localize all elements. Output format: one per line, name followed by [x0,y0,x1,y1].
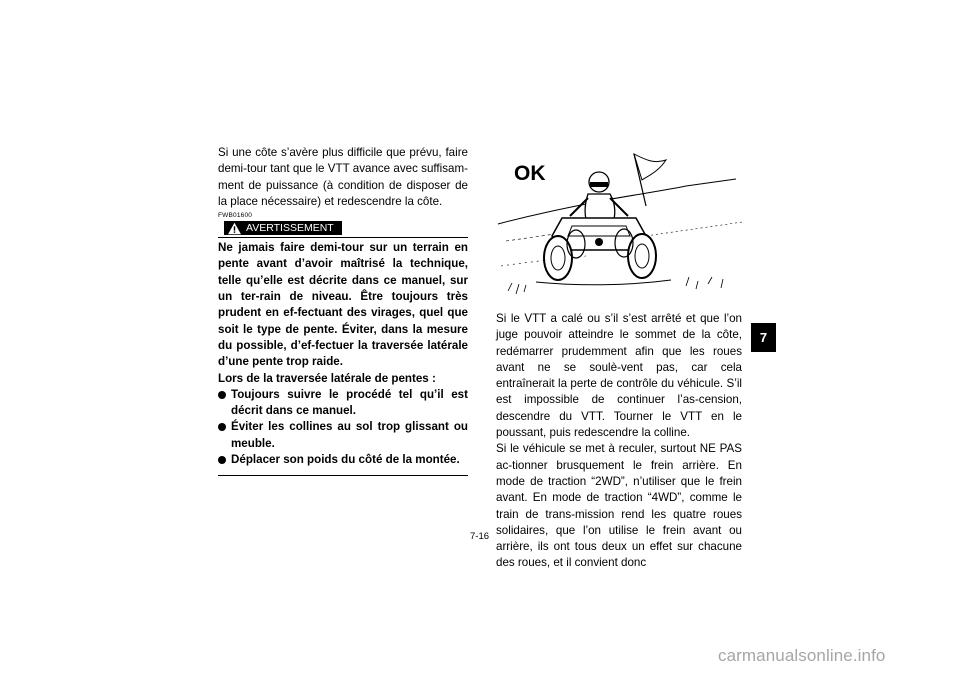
watermark: carmanualsonline.info [718,646,886,665]
list-item: Éviter les collines au sol trop glissant ou meuble. [218,419,468,452]
traverse-heading: Lors de la traversée latérale de pentes : [218,371,436,385]
atv-rider-uphill-illustration [496,146,746,306]
warning-text: Ne jamais faire demi-tour sur un terrain en pente avant d’avoir maîtrisé la technique, telle qu’elle est décrite dans ce manuel, sur un ter-rain de niveau. Être toujours très prudent en ef-fectuant des virages, quel que soit le type de pente. Éviter, dans la mesure du possible, d’ef-fectuer la traversée latérale d’une pente trop raide. [218,241,468,369]
bullet-icon [218,423,226,431]
bullet-icon [218,456,226,464]
bullet-icon [218,391,226,399]
left-column [218,145,468,476]
rolling-back-paragraph: Si le véhicule se met à reculer, surtout NE PAS ac-tionner brusquement le frein arrière. En mode de traction “2WD”, n’utiliser que le frein avant. En mode de traction “4WD”, comme le train de trans-mission rend les quatre roues solidaires, que l’on utilise le frein avant ou arrière, ils ont tous deux un effet sur chacune des roues, et il convient donc [496,442,742,570]
chapter-tab: 7 [751,323,776,352]
warning-end-rule [218,475,468,476]
warning-label-text: AVERTISSEMENT [246,222,334,235]
intro-paragraph: Si une côte s’avère plus difficile que prévu, faire demi-tour tant que le VTT avance avec suffisam-ment de puissance (à condition de disposer de la place nécessaire) et redescendre la côte. [218,146,468,208]
warning-triangle-icon [227,222,242,235]
safety-bullet-list [218,387,468,468]
warning-code: FWB01600 [218,212,253,220]
ok-label: OK [514,162,546,185]
stalled-paragraph: Si le VTT a calé ou s’il s’est arrêté et que l’on juge pouvoir atteindre le sommet de la côte, redémarrer prudemment afin que les roues avant ne se soulè-vent pas, car cela entraînerait la perte de contrôle du véhicule. S’il est impossible de continuer l’as-cension, descendre du VTT. Tourner le VTT en le poussant, puis redescendre la colline. [496,312,742,440]
right-column [496,311,742,572]
page-number: 7-16 [470,531,490,542]
list-item: Toujours suivre le procédé tel qu’il est décrit dans ce manuel. [218,387,468,420]
warning-header [218,221,468,238]
list-item: Déplacer son poids du côté de la montée. [218,452,468,468]
warning-label [224,221,342,235]
